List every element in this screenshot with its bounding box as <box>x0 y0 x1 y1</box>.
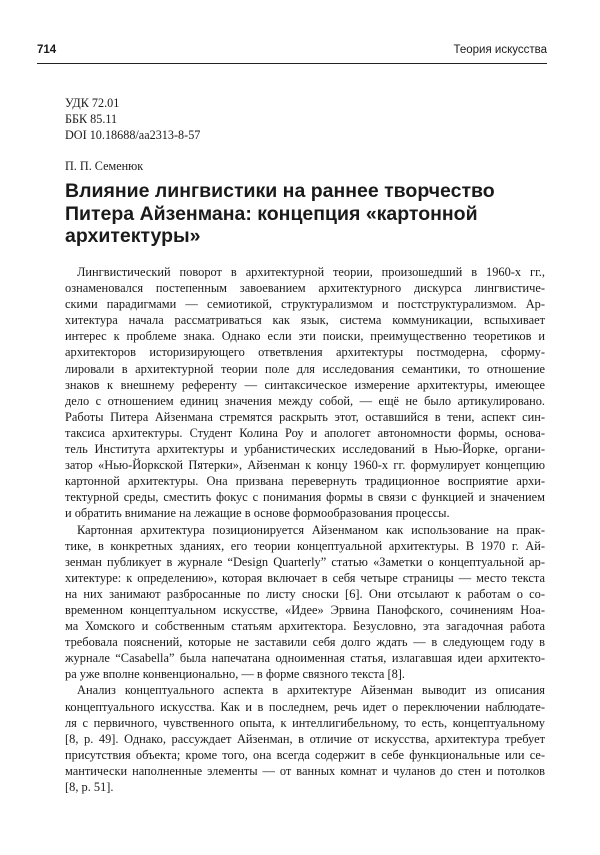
text-line: Работы Питера Айзенмана стремятся раскрыть этот, оставшийся в тени, аспект син- <box>65 409 545 424</box>
text-line: хитектура начала рассматриваться как язык, система коммуникации, вспыхивает <box>65 313 545 328</box>
running-header <box>37 44 547 62</box>
text-line: скими парадигмами — семиотикой, структурализмом и постструктурализмом. Ар- <box>65 297 545 312</box>
text-line: лировали в архитектурной теории поле для исследования семантики, то отношение <box>65 361 545 376</box>
header-rule <box>37 63 547 64</box>
text-line: картонной архитектуры. Она призвана перевернуть традиционное восприятие архи- <box>65 474 545 489</box>
text-line: затор «Нью-Йоркской Пятерки», Айзенман к концу 1960-х гг. формулирует концепцию <box>65 458 545 473</box>
text-line: [8, p. 49]. Однако, рассуждает Айзенман, в отличие от искусства, архитектура требует <box>65 731 545 746</box>
text-line: концептуального искусства. Как и в последнем, речь идет о переключении наблюдате- <box>65 699 545 714</box>
page-number: 714 <box>37 44 57 56</box>
classification-block <box>65 95 200 143</box>
udk-code: УДК 72.01 <box>65 96 120 110</box>
text-line: требовала пояснений, которые не заставили себя долго ждать — в следующем году в <box>65 635 545 650</box>
text-line: Лингвистический поворот в архитектурной теории, произошедший в 1960-х гг., <box>77 265 545 279</box>
section-name: Теория искусства <box>453 44 547 56</box>
text-line: присутствия объекта; кроме того, она всегда содержит в себе функциональные или се- <box>65 747 545 762</box>
text-line: Анализ концептуального аспекта в архитектуре Айзенман выводит из описания <box>77 683 545 698</box>
text-line: журнале “Casabella” была напечатана одноименная статья, излагавшая идеи архитекто- <box>65 651 545 666</box>
text-line: зенман публикует в журнале “Design Quarterly” статью «Заметки о концептуальной ар- <box>65 554 545 569</box>
text-line: тектурной среды, сместить фокус с понимания формы в связи с функцией и значением <box>65 490 545 505</box>
title-line: архитектуры» <box>65 225 201 247</box>
text-line: мантически наполненные элементы — от ванных комнат и чуланов до стен и потолков <box>65 763 545 778</box>
author-name: П. П. Семенюк <box>65 159 144 173</box>
text-line: таксиса архитектуры. Студент Колина Роу и апологет автономности формы, основа- <box>65 425 545 440</box>
text-line: и обратить внимание на лежащие в основе формообразования процессы. <box>65 506 450 521</box>
text-line: архитекторов историзирующего ответвления архитектуры постмодерна, сформу- <box>65 345 545 360</box>
text-line: ра уже вполне конвенционально, — в форме связного текста [8]. <box>65 667 406 682</box>
article-title <box>65 180 545 248</box>
article-body <box>65 264 545 795</box>
text-line: ознаменовался постепенным завоеванием архитектурного дискурса лингвистиче- <box>65 281 545 296</box>
text-line: ма Хомского и собственным статьям архитектора. Безусловно, эта загадочная работа <box>65 619 545 634</box>
text-line: знаков к внешнему референту — синтаксическое измерение архитектуры, имеющее <box>65 377 545 392</box>
bbk-code: ББК 85.11 <box>65 112 118 126</box>
text-line: Картонная архитектура позиционируется Айзенманом как использование на прак- <box>77 522 545 537</box>
text-line: хитектуре: к определению», которая включает в себя четыре страницы — место текста <box>65 570 545 585</box>
title-line: Влияние лингвистики на раннее творчество <box>65 180 495 202</box>
text-line: ля с первичного, чувственного опыта, к интеллигибельному, то есть, концептуальному <box>65 715 545 730</box>
doi: DOI 10.18688/aa2313-8-57 <box>65 128 201 142</box>
text-line: тель Института архитектуры и урбанистических исследований в Нью-Йорке, органи- <box>65 442 545 457</box>
body-paragraph <box>65 682 545 795</box>
text-line: временном концептуальном искусстве, «Идее» Эрвина Панофского, сочинениям Ноа- <box>65 602 545 617</box>
text-line: дело с отношением единиц значения между собой, — ещё не было артикулировано. <box>65 393 545 408</box>
title-line: Питера Айзенмана: концепция «картонной <box>65 202 478 225</box>
text-line: тике, в конкретных зданиях, его теории концептуальной архитектуры. В 1970 г. Ай- <box>65 538 545 553</box>
text-line: интерес к проблеме знака. Однако если эти поиски, преимущественно теоретиков и <box>65 329 545 344</box>
text-line: на них занимают разбросанные по листу сноски [6]. Они отсылают к работам о со- <box>65 586 545 601</box>
body-paragraph <box>65 264 545 522</box>
text-line: [8, p. 51]. <box>65 780 114 794</box>
body-paragraph <box>65 522 545 683</box>
